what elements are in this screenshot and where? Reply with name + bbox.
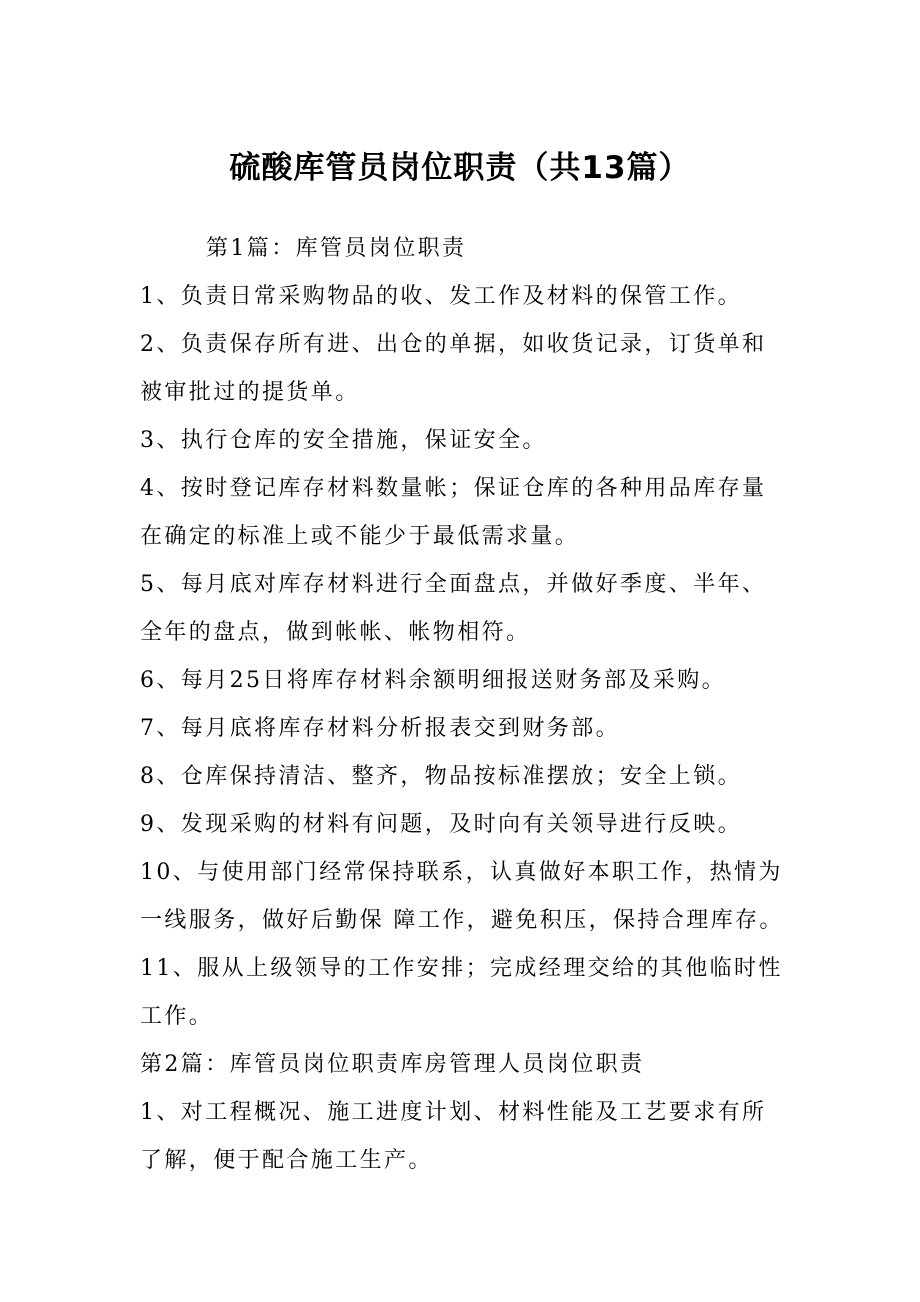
paragraph-line: 6、每月25日将库存材料余额明细报送财务部及采购。 — [140, 668, 726, 693]
paragraph-line: 7、每月底将库存材料分析报表交到财务部。 — [140, 716, 620, 741]
paragraph-line: 在确定的标准上或不能少于最低需求量。 — [140, 524, 580, 549]
paragraph-line: 工作。 — [140, 1004, 214, 1029]
paragraph-line: 1、负责日常采购物品的收、发工作及材料的保管工作。 — [140, 284, 742, 309]
section-heading-1: 第1篇：库管员岗位职责 — [206, 236, 467, 261]
paragraph-line: 11、服从上级领导的工作安排；完成经理交给的其他临时性 — [140, 956, 783, 981]
paragraph-line: 一线服务，做好后勤保 障工作，避免积压，保持合理库存。 — [140, 908, 784, 933]
document-body — [140, 225, 820, 1185]
paragraph-line: 全年的盘点，做到帐帐、帐物相符。 — [140, 620, 531, 645]
paragraph-line: 8、仓库保持清洁、整齐，物品按标准摆放；安全上锁。 — [140, 764, 742, 789]
paragraph-line: 2、负责保存所有进、出仓的单据，如收货记录，订货单和 — [140, 332, 767, 357]
paragraph-line: 4、按时登记库存材料数量帐；保证仓库的各种用品库存量 — [140, 476, 767, 501]
paragraph-line: 5、每月底对库存材料进行全面盘点，并做好季度、半年、 — [140, 572, 767, 597]
section-heading-2: 第2篇：库管员岗位职责库房管理人员岗位职责 — [140, 1052, 645, 1077]
paragraph-line: 1、对工程概况、施工进度计划、材料性能及工艺要求有所 — [140, 1100, 767, 1125]
paragraph-line: 10、与使用部门经常保持联系，认真做好本职工作，热情为 — [140, 860, 783, 885]
paragraph-line: 9、发现采购的材料有问题，及时向有关领导进行反映。 — [140, 812, 742, 837]
paragraph-line: 3、执行仓库的安全措施，保证安全。 — [140, 428, 547, 453]
paragraph-line: 了解，便于配合施工生产。 — [140, 1148, 433, 1173]
paragraph-line: 被审批过的提货单。 — [140, 380, 360, 405]
document-title: 硫酸库管员岗位职责（共13篇） — [229, 150, 691, 186]
